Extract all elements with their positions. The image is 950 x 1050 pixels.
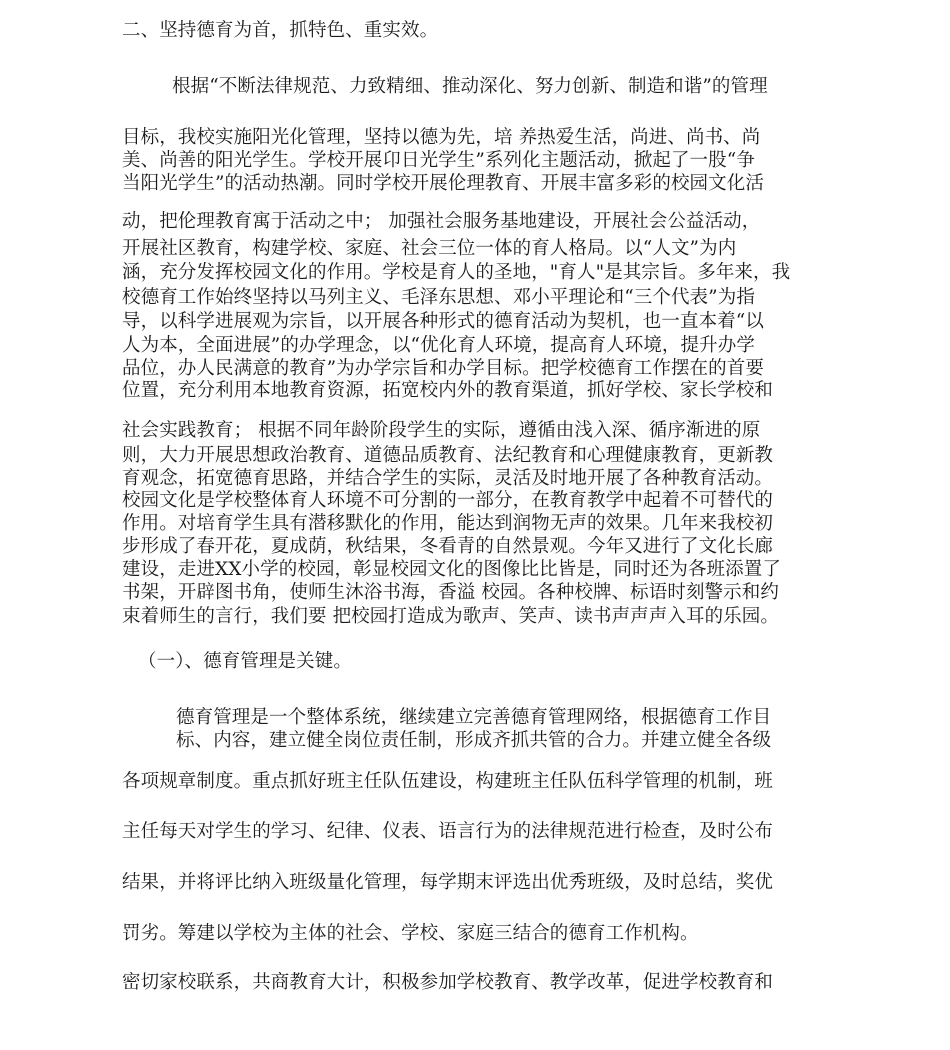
paragraph-line: 涵，充分发挥校园文化的作用。学校是育人的圣地，"育人"是其宗旨。多年来，我	[122, 262, 791, 283]
paragraph-line: 校德育工作始终坚持以马列主义、毛泽东思想、邓小平理论和“三个代表”为指	[122, 287, 755, 308]
section-heading: 二、坚持德育为首，抓特色、重实效。	[122, 20, 439, 41]
paragraph-line: 当阳光学生”的活动热潮。同时学校开展伦理教育、开展丰富多彩的校园文化活	[122, 173, 764, 194]
paragraph-line: 罚劣。筹建以学校为主体的社会、学校、家庭三结合的德育工作机构。	[122, 923, 699, 944]
paragraph-line: 标、内容，建立健全岗位责任制，形成齐抓共管的合力。并建立健全各级	[176, 730, 772, 751]
paragraph-line: 步形成了春开花，夏成荫，秋结果，冬看青的自然景观。今年又进行了文化长廊	[122, 536, 774, 557]
paragraph-line: 位置，充分利用本地教育资源，拓宽校内外的教育渠道，抓好学校、家长学校和	[122, 380, 774, 401]
paragraph-line: 建设，走进XX小学的校园，彰显校园文化的图像比比皆是，同时还为各班添置了	[122, 559, 781, 580]
paragraph-line: 社会实践教育； 根据不同年龄阶段学生的实际，遵循由浅入深、循序渐进的原	[122, 420, 761, 441]
paragraph-line: 美、尚善的阳光学生。学校开展卬日光学生”系列化主题活动，掀起了一股“争	[122, 150, 755, 171]
paragraph-line: 则，大力开展思想政治教育、道德品质教育、法纪教育和心理健康教育，更新教	[122, 445, 774, 466]
paragraph-line: 开展社区教育，构建学校、家庭、社会三位一体的育人格局。以“人文”为内	[122, 238, 737, 259]
paragraph-line: 目标，我校实施阳光化管理，坚持以德为先，培 养热爱生活，尚进、尚书、尚	[122, 127, 761, 148]
paragraph-line: 育观念，拓宽德育思路，并结合学生的实际，灵活及时地开展了各种教育活动。	[122, 468, 774, 489]
paragraph-line: 密切家校联系，共商教育大计，积极参加学校教育、教学改革，促进学校教育和	[122, 972, 774, 993]
paragraph-line: 作用。对培育学生具有潜移默化的作用，能达到润物无声的效果。几年来我校初	[122, 513, 774, 534]
paragraph-line: 根据“不断法律规范、力致精细、推动深化、努力创新、制造和谐”的管理	[172, 76, 768, 97]
paragraph-line: 书架，开辟图书角，使师生沐浴书海，香溢 校园。各种校牌、标语时刻警示和约	[122, 582, 779, 603]
paragraph-line: 品位，办人民满意的教育”为办学宗旨和办学目标。把学校德育工作摆在的首要	[122, 358, 764, 379]
paragraph-line: 结果，并将评比纳入班级量化管理，每学期末评选出优秀班级，及时总结，奖优	[122, 872, 774, 893]
paragraph-line: 束着师生的言行，我们要 把校园打造成为歌声、笑声、读书声声声入耳的乐园。	[122, 606, 779, 627]
paragraph-line: 德育管理是一个整体系统，继续建立完善德育管理网络，根据德育工作目	[176, 707, 772, 728]
paragraph-line: 校园文化是学校整体育人环境不可分割的一部分，在教育教学中起着不可替代的	[122, 490, 774, 511]
paragraph-line: 人为本，全面进展”的办学理念，以“优化育人环境，提高育人环境，提升办学	[122, 335, 755, 356]
paragraph-line: 导，以科学进展观为宗旨，以开展各种形式的德育活动为契机，也一直本着“以	[122, 311, 764, 332]
paragraph-line: 各项规章制度。重点抓好班主任队伍建设，构建班主任队伍科学管理的机制，班	[122, 771, 774, 792]
paragraph-line: 主任每天对学生的学习、纪律、仪表、语言行为的法律规范进行检查，及时公布	[122, 821, 774, 842]
subsection-heading: （一）、德育管理是关键。	[138, 651, 352, 672]
paragraph-line: 动，把伦理教育寓于活动之中； 加强社会服务基地建设，开展社会公益活动，	[122, 211, 761, 232]
